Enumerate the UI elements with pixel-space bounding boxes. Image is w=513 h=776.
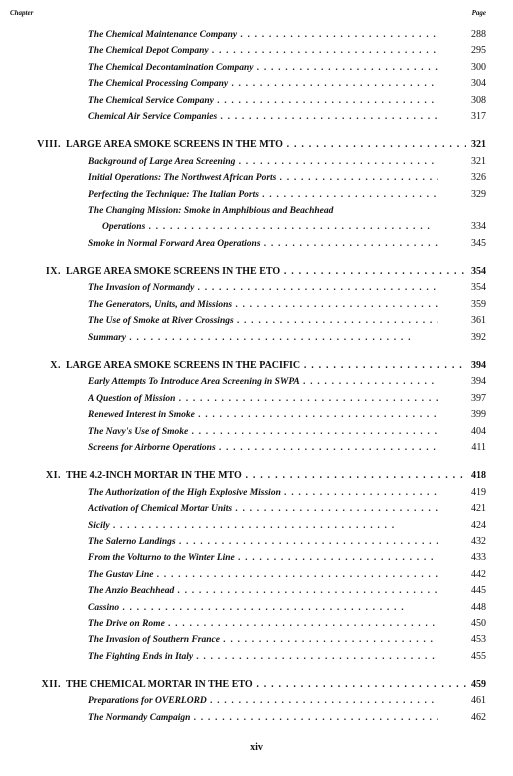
section-entry <box>0 313 513 329</box>
chapter-spacer <box>0 252 513 264</box>
page-ref: 459 <box>471 679 486 691</box>
chapter-column-header: Chapter <box>10 9 34 17</box>
page-ref: 354 <box>471 266 486 278</box>
chapter-number: X. <box>50 360 61 372</box>
section-entry <box>0 534 513 550</box>
section-title: The Gustav Line . . . <box>88 567 438 583</box>
page-ref: 419 <box>471 486 486 498</box>
section-entry <box>0 297 513 313</box>
section-title: The Chemical Decontamination Company . . . <box>88 60 438 76</box>
section-title: The Salerno Landings . . . <box>88 534 438 550</box>
section-entry <box>0 76 513 92</box>
page-ref: 455 <box>471 650 486 662</box>
section-entry <box>0 550 513 566</box>
page-ref: 334 <box>471 221 486 233</box>
section-entry <box>0 43 513 59</box>
page-ref: 321 <box>471 139 486 151</box>
page-ref: 448 <box>471 601 486 613</box>
chapter-title: LARGE AREA SMOKE SCREENS IN THE PACIFIC . . . <box>66 358 466 374</box>
section-title: The Fighting Ends in Italy . . . <box>88 649 438 665</box>
page-ref: 399 <box>471 409 486 421</box>
page-ref: 329 <box>471 188 486 200</box>
page-ref: 359 <box>471 298 486 310</box>
section-title: The Invasion of Normandy . . . <box>88 280 438 296</box>
section-entry <box>0 93 513 109</box>
chapter-spacer <box>0 125 513 137</box>
page-ref: 424 <box>471 519 486 531</box>
section-entry <box>0 600 513 616</box>
chapter-title: LARGE AREA SMOKE SCREENS IN THE MTO . . . <box>66 137 466 153</box>
chapter-spacer <box>0 346 513 358</box>
section-entry <box>0 518 513 534</box>
page-ref: 326 <box>471 172 486 184</box>
chapter-number: XII. <box>41 679 61 691</box>
section-entry <box>0 280 513 296</box>
section-title: Initial Operations: The Northwest African Ports . . . <box>88 170 438 186</box>
page-ref: 354 <box>471 282 486 294</box>
section-title: The Navy's Use of Smoke . . . <box>88 424 438 440</box>
section-title: The Anzio Beachhead . . . <box>88 583 438 599</box>
chapter-title: LARGE AREA SMOKE SCREENS IN THE ETO . . . <box>66 264 466 280</box>
chapter-entry <box>0 677 513 693</box>
section-title: Renewed Interest in Smoke . . . <box>88 407 438 423</box>
section-entry <box>0 154 513 170</box>
section-title: The Changing Mission: Smoke in Amphibious and Beachhead <box>88 205 334 216</box>
page-ref: 361 <box>471 315 486 327</box>
chapter-number: IX. <box>45 266 61 278</box>
section-entry <box>0 440 513 456</box>
section-entry <box>0 170 513 186</box>
page-ref: 288 <box>471 29 486 40</box>
page-ref: 418 <box>471 470 486 482</box>
section-entry <box>0 391 513 407</box>
page-ref: 421 <box>471 503 486 515</box>
page-number: xiv <box>250 742 263 753</box>
page-ref: 462 <box>471 711 486 723</box>
section-title: The Chemical Depot Company . . . <box>88 43 438 59</box>
section-title: Perfecting the Technique: The Italian Ports . . . <box>88 187 438 203</box>
section-entry <box>0 424 513 440</box>
page-ref: 300 <box>471 61 486 73</box>
section-title: The Use of Smoke at River Crossings . . . <box>88 313 438 329</box>
section-entry <box>0 649 513 665</box>
section-entry <box>0 616 513 632</box>
page-ref: 450 <box>471 617 486 629</box>
chapter-number: VIII. <box>37 139 61 151</box>
section-title: Chemical Air Service Companies . . . <box>88 109 438 125</box>
section-title: Activation of Chemical Mortar Units . . . <box>88 501 438 517</box>
section-title: A Question of Mission . . . <box>88 391 438 407</box>
section-entry <box>0 203 513 219</box>
section-title: Cassino . . . <box>88 600 438 616</box>
section-entry <box>0 236 513 252</box>
page-ref: 317 <box>471 110 486 122</box>
page-ref: 461 <box>471 695 486 707</box>
page-ref: 308 <box>471 94 486 106</box>
section-entry <box>0 693 513 709</box>
page-ref: 453 <box>471 634 486 646</box>
section-entry <box>0 374 513 390</box>
section-title: The Authorization of the High Explosive Mission . . . <box>88 485 438 501</box>
chapter-entry <box>0 137 513 153</box>
section-title: From the Volturno to the Winter Line . . . <box>88 550 438 566</box>
chapter-spacer <box>0 456 513 468</box>
page-ref: 397 <box>471 392 486 404</box>
chapter-spacer <box>0 665 513 677</box>
section-title: The Chemical Maintenance Company . . . <box>88 27 438 43</box>
section-title: Early Attempts To Introduce Area Screening in SWPA . . . <box>88 374 438 390</box>
chapter-entry <box>0 264 513 280</box>
section-entry <box>0 27 513 43</box>
page-column-header: Page <box>471 9 486 17</box>
section-entry <box>0 330 513 346</box>
section-title: Sicily . . . <box>88 518 438 534</box>
section-entry <box>0 485 513 501</box>
page-ref: 432 <box>471 535 486 547</box>
page-ref: 433 <box>471 552 486 564</box>
page-ref: 411 <box>471 441 486 453</box>
section-title: Operations . . . <box>102 219 452 235</box>
section-entry <box>0 632 513 648</box>
section-entry <box>0 501 513 517</box>
section-entry <box>0 710 513 726</box>
section-title: Summary . . . <box>88 330 438 346</box>
section-entry <box>0 60 513 76</box>
chapter-title: THE 4.2-INCH MORTAR IN THE MTO . . . <box>66 468 466 484</box>
table-of-contents <box>0 27 513 726</box>
page-ref: 345 <box>471 237 486 249</box>
section-title: The Invasion of Southern France . . . <box>88 632 438 648</box>
section-title: The Drive on Rome . . . <box>88 616 438 632</box>
section-title: The Chemical Service Company . . . <box>88 93 438 109</box>
section-entry <box>0 219 513 235</box>
section-entry <box>0 407 513 423</box>
page-ref: 394 <box>471 376 486 388</box>
section-entry <box>0 583 513 599</box>
section-entry <box>0 187 513 203</box>
page-ref: 295 <box>471 45 486 57</box>
page-ref: 304 <box>471 78 486 90</box>
chapter-entry <box>0 358 513 374</box>
chapter-entry <box>0 468 513 484</box>
section-title: Smoke in Normal Forward Area Operations . . . <box>88 236 438 252</box>
page-ref: 392 <box>471 331 486 343</box>
page-ref: 404 <box>471 425 486 437</box>
chapter-title: THE CHEMICAL MORTAR IN THE ETO . . . <box>66 677 466 693</box>
page-ref: 445 <box>471 585 486 597</box>
section-title: Preparations for OVERLORD . . . <box>88 693 438 709</box>
section-title: The Chemical Processing Company . . . <box>88 76 438 92</box>
section-title: The Normandy Campaign . . . <box>88 710 438 726</box>
section-title: Background of Large Area Screening . . . <box>88 154 438 170</box>
page-ref: 321 <box>471 155 486 167</box>
page-ref: 442 <box>471 568 486 580</box>
chapter-number: XI. <box>45 470 61 482</box>
section-title: The Generators, Units, and Missions . . . <box>88 297 438 313</box>
section-entry <box>0 109 513 125</box>
section-title: Screens for Airborne Operations . . . <box>88 440 438 456</box>
page-ref: 394 <box>471 360 486 372</box>
section-entry <box>0 567 513 583</box>
